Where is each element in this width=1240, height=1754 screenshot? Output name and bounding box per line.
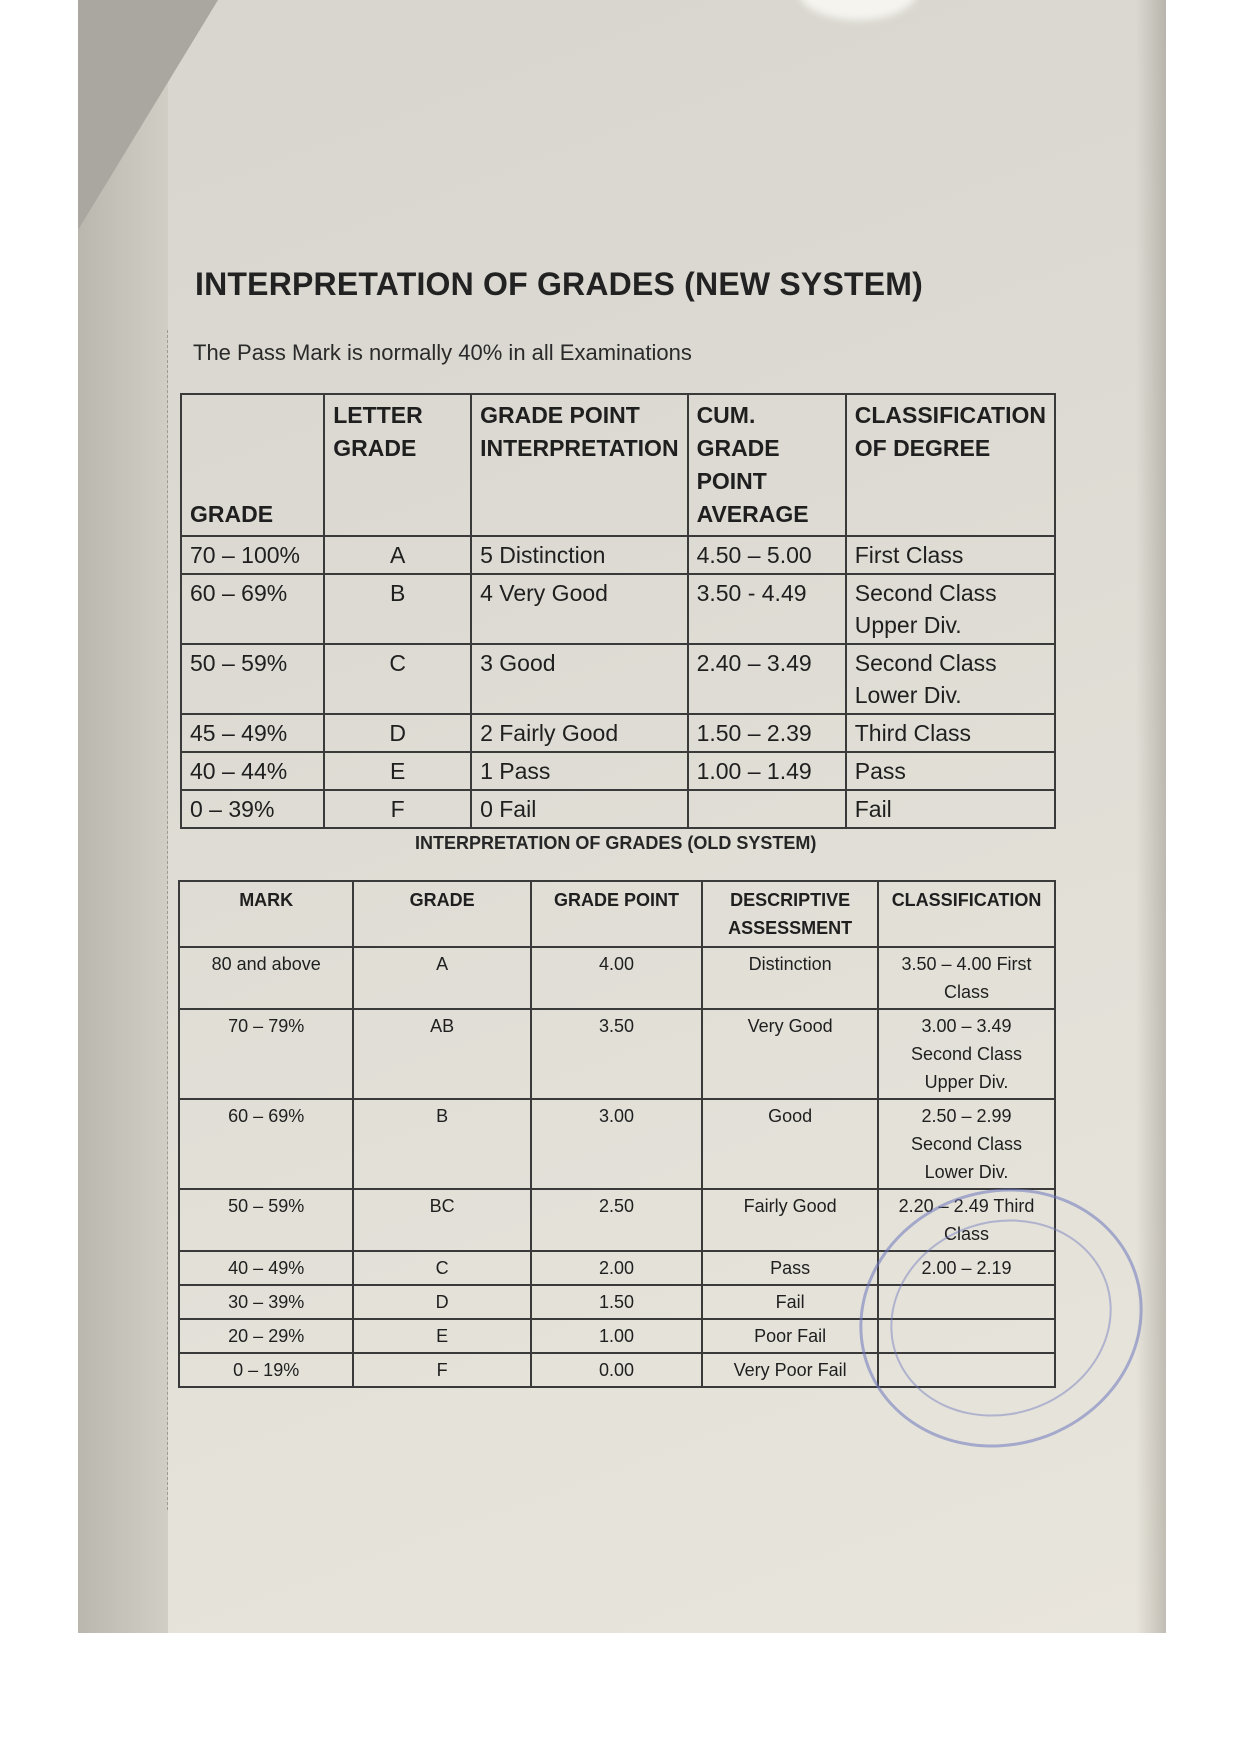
grade-point-cell: 2 Fairly Good xyxy=(471,714,687,752)
old-table-header-row xyxy=(179,881,1055,947)
header-text: ASSESSMENT xyxy=(728,918,853,938)
letter-grade-cell: F xyxy=(324,790,471,828)
grade-point-cell: 2.50 xyxy=(531,1189,702,1251)
classification-cell xyxy=(846,644,1055,714)
table-row xyxy=(181,644,1055,714)
table-row xyxy=(181,714,1055,752)
grade-point-cell: 4.00 xyxy=(531,947,702,1009)
classification-cell xyxy=(846,752,1055,790)
grade-point-cell: 1.50 xyxy=(531,1285,702,1319)
grade-point-cell: 1.00 xyxy=(531,1319,702,1353)
grade-cell: BC xyxy=(353,1189,530,1251)
classification-cell xyxy=(846,574,1055,644)
header-text: POINT xyxy=(696,468,767,494)
grade-cell: AB xyxy=(353,1009,530,1099)
photo-shadow-right xyxy=(1136,0,1166,1633)
mark-cell: 40 – 49% xyxy=(179,1251,353,1285)
new-header-grade-label: GRADE xyxy=(190,501,274,527)
table-row xyxy=(179,1099,1055,1189)
old-header-grade-point: GRADE POINT xyxy=(531,881,702,947)
classification-text: Upper Div. xyxy=(924,1072,1009,1092)
old-header-descriptive-assessment xyxy=(702,881,878,947)
classification-text: Second Class xyxy=(854,650,997,676)
classification-text: Pass xyxy=(854,758,906,784)
new-header-letter-grade xyxy=(324,394,471,536)
classification-text: Class xyxy=(944,1224,990,1244)
descriptive-cell: Very Poor Fail xyxy=(702,1353,878,1387)
grade-cell: F xyxy=(353,1353,530,1387)
grade-cell: B xyxy=(353,1099,530,1189)
grade-cell: C xyxy=(353,1251,530,1285)
descriptive-cell: Very Good xyxy=(702,1009,878,1099)
letter-grade-cell: A xyxy=(324,536,471,574)
classification-text: Second Class xyxy=(910,1134,1023,1154)
new-system-grade-table xyxy=(180,393,1056,829)
mark-cell: 60 – 69% xyxy=(179,1099,353,1189)
photo-shadow-left xyxy=(78,0,168,1633)
new-table-header-row xyxy=(181,394,1055,536)
classification-text: 2.20 – 2.49 Third xyxy=(898,1196,1035,1216)
descriptive-cell: Good xyxy=(702,1099,878,1189)
classification-text: 2.50 – 2.99 xyxy=(921,1106,1012,1126)
cgpa-cell: 1.00 – 1.49 xyxy=(688,752,846,790)
cgpa-cell xyxy=(688,790,846,828)
grade-cell: D xyxy=(353,1285,530,1319)
old-header-grade: GRADE xyxy=(353,881,530,947)
classification-text: 3.00 – 3.49 xyxy=(921,1016,1012,1036)
table-row xyxy=(181,574,1055,644)
table-row xyxy=(181,536,1055,574)
header-text: INTERPRETATION xyxy=(480,435,679,461)
cgpa-cell: 1.50 – 2.39 xyxy=(688,714,846,752)
grade-range-cell: 70 – 100% xyxy=(181,536,324,574)
letter-grade-cell: E xyxy=(324,752,471,790)
classification-text: Third Class xyxy=(854,720,972,746)
table-row xyxy=(179,1009,1055,1099)
letter-grade-cell: D xyxy=(324,714,471,752)
classification-text: Class xyxy=(944,982,990,1002)
classification-cell xyxy=(846,536,1055,574)
classification-text: 2.00 – 2.19 xyxy=(921,1258,1012,1278)
cgpa-cell: 2.40 – 3.49 xyxy=(688,644,846,714)
old-header-mark: MARK xyxy=(179,881,353,947)
table-row xyxy=(181,752,1055,790)
grade-point-cell: 3 Good xyxy=(471,644,687,714)
classification-text: Fail xyxy=(854,796,892,822)
descriptive-cell: Fairly Good xyxy=(702,1189,878,1251)
grade-range-cell: 45 – 49% xyxy=(181,714,324,752)
photo-dark-corner xyxy=(78,0,218,230)
header-text: AVERAGE xyxy=(696,501,809,527)
grade-point-cell: 3.50 xyxy=(531,1009,702,1099)
header-text: LETTER xyxy=(333,402,423,428)
grade-point-cell: 0.00 xyxy=(531,1353,702,1387)
mark-cell: 50 – 59% xyxy=(179,1189,353,1251)
grade-range-cell: 40 – 44% xyxy=(181,752,324,790)
new-header-grade-point-interpretation xyxy=(471,394,687,536)
classification-text: Second Class xyxy=(854,580,997,606)
classification-cell xyxy=(846,714,1055,752)
mark-cell: 0 – 19% xyxy=(179,1353,353,1387)
grade-point-cell: 1 Pass xyxy=(471,752,687,790)
grade-cell: E xyxy=(353,1319,530,1353)
header-text: CLASSIFICATION xyxy=(854,402,1046,428)
cgpa-cell: 3.50 - 4.49 xyxy=(688,574,846,644)
new-header-cgpa xyxy=(688,394,846,536)
photo-glare xyxy=(798,0,918,20)
table-row xyxy=(181,790,1055,828)
header-text: GRADE POINT xyxy=(480,402,640,428)
paper-fold-line xyxy=(167,330,168,1510)
grade-range-cell: 0 – 39% xyxy=(181,790,324,828)
classification-text: Lower Div. xyxy=(854,682,962,708)
classification-cell xyxy=(878,947,1055,1009)
grade-point-cell: 3.00 xyxy=(531,1099,702,1189)
mark-cell: 20 – 29% xyxy=(179,1319,353,1353)
page-title: INTERPRETATION OF GRADES (NEW SYSTEM) xyxy=(195,266,923,302)
pass-mark-note: The Pass Mark is normally 40% in all Examinations xyxy=(193,340,692,365)
descriptive-cell: Pass xyxy=(702,1251,878,1285)
mark-cell: 80 and above xyxy=(179,947,353,1009)
grade-range-cell: 60 – 69% xyxy=(181,574,324,644)
grade-point-cell: 0 Fail xyxy=(471,790,687,828)
classification-text: 3.50 – 4.00 First xyxy=(901,954,1032,974)
descriptive-cell: Poor Fail xyxy=(702,1319,878,1353)
grade-point-cell: 4 Very Good xyxy=(471,574,687,644)
classification-cell xyxy=(846,790,1055,828)
grade-cell: A xyxy=(353,947,530,1009)
mark-cell: 70 – 79% xyxy=(179,1009,353,1099)
classification-text: Lower Div. xyxy=(924,1162,1009,1182)
classification-text: First Class xyxy=(854,542,964,568)
header-text: GRADE xyxy=(333,435,417,461)
grade-range-cell: 50 – 59% xyxy=(181,644,324,714)
cgpa-cell: 4.50 – 5.00 xyxy=(688,536,846,574)
header-text: CUM. GRADE xyxy=(696,402,780,461)
classification-text: Second Class xyxy=(910,1044,1023,1064)
old-system-title: INTERPRETATION OF GRADES (OLD SYSTEM) xyxy=(415,833,817,853)
classification-cell xyxy=(878,1009,1055,1099)
header-text: DESCRIPTIVE xyxy=(730,890,851,910)
new-header-grade xyxy=(181,394,324,536)
classification-cell xyxy=(878,1099,1055,1189)
header-text: OF DEGREE xyxy=(854,435,991,461)
descriptive-cell: Fail xyxy=(702,1285,878,1319)
mark-cell: 30 – 39% xyxy=(179,1285,353,1319)
letter-grade-cell: B xyxy=(324,574,471,644)
descriptive-cell: Distinction xyxy=(702,947,878,1009)
grade-point-cell: 2.00 xyxy=(531,1251,702,1285)
table-row xyxy=(179,947,1055,1009)
old-header-classification: CLASSIFICATION xyxy=(878,881,1055,947)
new-header-classification xyxy=(846,394,1055,536)
grade-point-cell: 5 Distinction xyxy=(471,536,687,574)
letter-grade-cell: C xyxy=(324,644,471,714)
classification-text: Upper Div. xyxy=(854,612,962,638)
stamp-inner-ring xyxy=(865,1191,1138,1445)
